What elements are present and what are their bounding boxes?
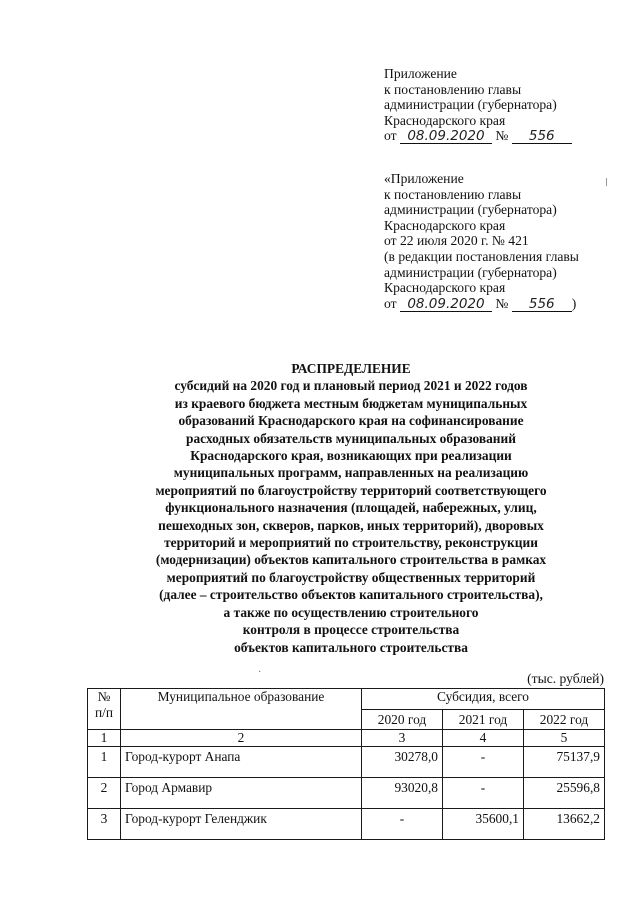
units-label: (тыс. рублей) (527, 671, 604, 686)
from-label: от (384, 295, 397, 311)
title-line: а также по осуществлению строительного (223, 604, 479, 620)
title-line: территорий и мероприятий по строительству, реконструкции (164, 535, 538, 551)
title-line: (модернизации) объектов капитального строительства в рамках (155, 552, 547, 568)
header-year: 2021 год (443, 710, 524, 730)
appendix-line: к постановлению главы (384, 81, 522, 97)
title-line: расходных обязательств муниципальных образований (186, 430, 516, 446)
title-line: мероприятий по благоустройству территорий соответствующего (155, 482, 547, 498)
column-index: 1 (88, 730, 121, 747)
appendix-line: к постановлению главы (384, 186, 522, 202)
title-heading: РАСПРЕДЕЛЕНИЕ (291, 361, 411, 376)
row-value-2021: - (443, 778, 524, 809)
table-row (88, 747, 605, 778)
appendix-date-line (384, 296, 634, 312)
column-index: 5 (524, 730, 605, 747)
appendix-line: от 22 июля 2020 г. № 421 (384, 233, 529, 249)
row-number: 2 (88, 778, 121, 809)
row-value-2020: 93020,8 (362, 778, 443, 809)
scan-dot: · (258, 667, 262, 678)
title-line: Краснодарского края, возникающих при реализации (190, 448, 512, 464)
row-value-2021: 35600,1 (443, 809, 524, 840)
row-municipality: Город-курорт Анапа (121, 747, 362, 778)
row-value-2020: - (362, 809, 443, 840)
header-municipality: Муниципальное образование (121, 689, 362, 730)
appendix-line: «Приложение (384, 171, 464, 186)
column-index: 2 (121, 730, 362, 747)
subsidy-table (87, 688, 605, 840)
appendix-line: Краснодарского края (384, 217, 506, 233)
row-value-2020: 30278,0 (362, 747, 443, 778)
appendix-line: администрации (губернатора) (384, 264, 557, 280)
handwritten-number: 556 (512, 298, 572, 312)
header-number: № п/п (88, 689, 121, 730)
title-line: (далее – строительство объектов капитального строительства), (159, 587, 543, 603)
from-label: от (384, 128, 397, 144)
row-municipality: Город Армавир (121, 778, 362, 809)
title-line: образований Краснодарского края на софинансирование (178, 413, 524, 429)
title-line: из краевого бюджета местным бюджетам муниципальных (174, 395, 528, 411)
title-line: субсидий на 2020 год и плановый период 2021 и 2022 годов (174, 378, 528, 394)
header-year: 2022 год (524, 710, 605, 730)
appendix-date-line (384, 128, 634, 144)
column-index: 3 (362, 730, 443, 747)
table-index-row (88, 730, 605, 747)
title-line: объектов капитального строительства (234, 639, 468, 655)
closing-parenthesis: ) (571, 295, 577, 311)
table-row (88, 778, 605, 809)
handwritten-date: 08.09.2020 (400, 298, 492, 312)
title-line: пешеходных зон, скверов, парков, иных территорий), дворовых (158, 517, 544, 533)
row-value-2021: - (443, 747, 524, 778)
column-index: 4 (443, 730, 524, 747)
table-row (88, 809, 605, 840)
row-municipality: Город-курорт Геленджик (121, 809, 362, 840)
row-number: 1 (88, 747, 121, 778)
appendix-header (384, 66, 634, 144)
title-line: муниципальных программ, направленных на реализацию (173, 465, 529, 481)
row-value-2022: 25596,8 (524, 778, 605, 809)
title-line: функционального назначения (площадей, набережных, улиц, (165, 500, 537, 516)
appendix-line: (в редакции постановления главы (384, 248, 579, 264)
table-header-row (88, 689, 605, 710)
appendix-quoted-header (384, 171, 634, 312)
row-value-2022: 13662,2 (524, 809, 605, 840)
appendix-line: Приложение (384, 66, 457, 81)
number-sign: № (495, 295, 509, 311)
header-subsidy: Субсидия, всего (362, 689, 605, 710)
appendix-line: администрации (губернатора) (384, 97, 557, 113)
document-title (96, 360, 606, 656)
title-line: мероприятий по благоустройству общественных территорий (166, 569, 536, 585)
handwritten-number: 556 (512, 130, 572, 144)
row-value-2022: 75137,9 (524, 747, 605, 778)
appendix-line: администрации (губернатора) (384, 202, 557, 218)
appendix-line: Краснодарского края (384, 112, 506, 128)
header-year: 2020 год (362, 710, 443, 730)
appendix-line: Краснодарского края (384, 280, 506, 296)
number-sign: № (495, 128, 509, 144)
row-number: 3 (88, 809, 121, 840)
handwritten-date: 08.09.2020 (400, 130, 492, 144)
title-line: контроля в процессе строительства (242, 622, 460, 638)
